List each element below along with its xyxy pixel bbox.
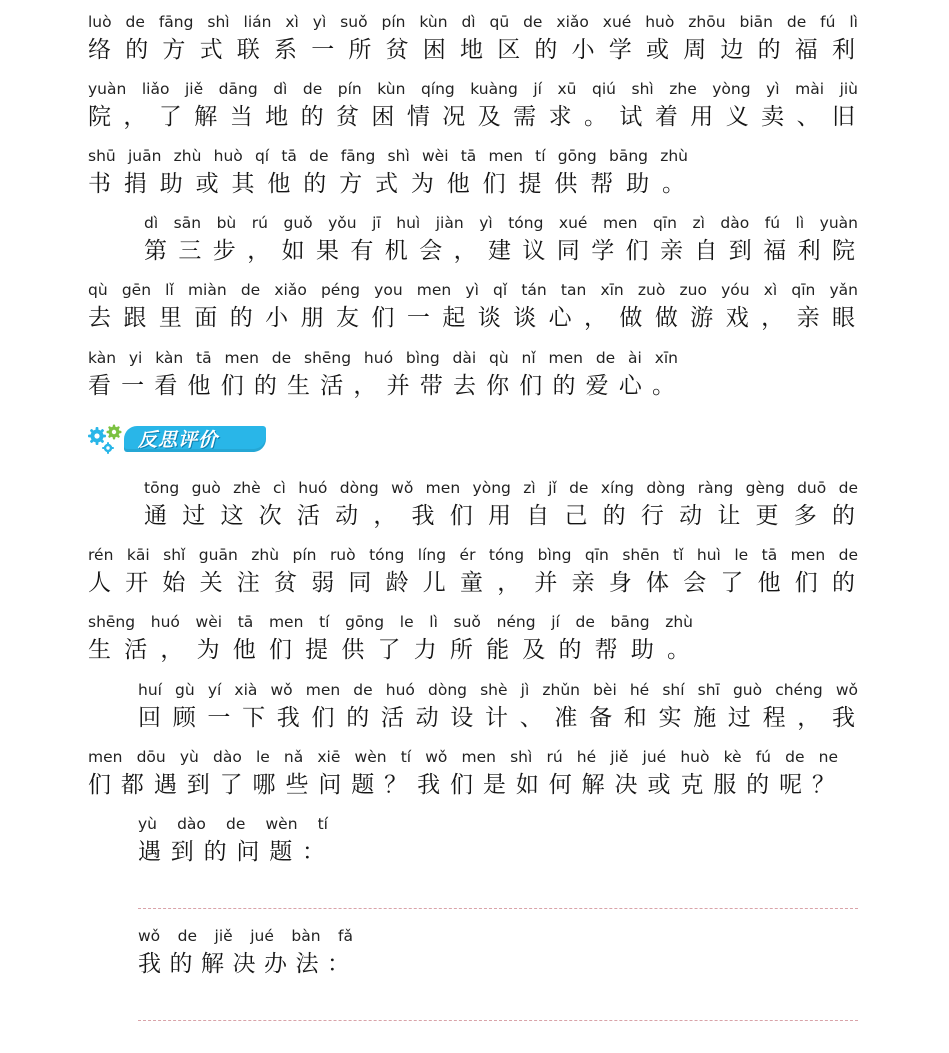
pinyin-line: shēng huó wèi tā men tí gōng le lì suǒ néng jí de bāng zhù <box>88 613 693 631</box>
text-line <box>88 747 838 803</box>
hanzi-line: 看一看他们的生活，并带去你们的爱心。 <box>88 373 678 399</box>
hanzi-line: 院，了解当地的贫困情况及需求。试着用义卖、旧 <box>88 104 858 130</box>
pinyin-line: wǒ de jiě jué bàn fǎ <box>138 927 353 945</box>
hanzi-line: 络的方式联系一所贫困地区的小学或周边的福利 <box>88 37 858 63</box>
pinyin-line: qù gēn lǐ miàn de xiǎo péng you men yì qǐ tán tan xīn zuò zuo yóu xì qīn yǎn <box>88 281 858 299</box>
pinyin-line: rén kāi shǐ guān zhù pín ruò tóng líng ér tóng bìng qīn shēn tǐ huì le tā men de <box>88 546 858 564</box>
hanzi-line: 遇到的问题： <box>138 839 328 865</box>
hanzi-line: 人开始关注贫弱同龄儿童，并亲身体会了他们的 <box>88 570 858 596</box>
pinyin-line: yù dào de wèn tí <box>138 815 328 833</box>
pinyin-line: huí gù yí xià wǒ men de huó dòng shè jì zhǔn bèi hé shí shī guò chéng wǒ <box>138 681 858 699</box>
hanzi-line: 书捐助或其他的方式为他们提供帮助。 <box>88 171 688 197</box>
text-line <box>144 478 858 534</box>
text-line <box>88 12 858 68</box>
hanzi-line: 生活，为他们提供了力所能及的帮助。 <box>88 637 693 663</box>
hanzi-line: 通过这次活动，我们用自己的行动让更多的 <box>144 503 858 529</box>
pinyin-line: tōng guò zhè cì huó dòng wǒ men yòng zì jǐ de xíng dòng ràng gèng duō de <box>144 479 858 497</box>
section-title: 反思评价 <box>138 429 219 451</box>
pinyin-line: dì sān bù rú guǒ yǒu jī huì jiàn yì tóng xué men qīn zì dào fú lì yuàn <box>144 214 858 232</box>
hanzi-line: 第三步，如果有机会，建议同学们亲自到福利院 <box>144 238 858 264</box>
text-line <box>88 79 858 135</box>
hanzi-line: 们都遇到了哪些问题？我们是如何解决或克服的呢？ <box>88 772 838 798</box>
text-line <box>88 146 688 202</box>
hanzi-line: 去跟里面的小朋友们一起谈谈心，做做游戏，亲眼 <box>88 305 858 331</box>
text-line <box>88 348 678 404</box>
pinyin-line: shū juān zhù huò qí tā de fāng shì wèi tā men tí gōng bāng zhù <box>88 147 688 165</box>
solutions-prompt <box>138 926 353 982</box>
pinyin-line: kàn yi kàn tā men de shēng huó bìng dài qù nǐ men de ài xīn <box>88 349 678 367</box>
pinyin-line: men dōu yù dào le nǎ xiē wèn tí wǒ men shì rú hé jiě jué huò kè fú de ne <box>88 748 838 766</box>
section-header <box>88 420 268 456</box>
text-line <box>144 213 858 269</box>
pinyin-line: luò de fāng shì lián xì yì suǒ pín kùn dì qū de xiǎo xué huò zhōu biān de fú lì <box>88 13 858 31</box>
answer-line-problems[interactable] <box>138 908 858 909</box>
pinyin-line: yuàn liǎo jiě dāng dì de pín kùn qíng kuàng jí xū qiú shì zhe yòng yì mài jiù <box>88 80 858 98</box>
hanzi-line: 我的解决办法： <box>138 951 353 977</box>
gears-icon <box>88 422 128 456</box>
text-line <box>138 680 858 736</box>
section-title-ribbon <box>124 426 266 452</box>
text-line <box>88 280 858 336</box>
text-line <box>88 545 858 601</box>
hanzi-line: 回顾一下我们的活动设计、准备和实施过程，我 <box>138 705 858 731</box>
text-line <box>88 612 693 668</box>
answer-line-solutions[interactable] <box>138 1020 858 1021</box>
problems-prompt <box>138 814 328 870</box>
